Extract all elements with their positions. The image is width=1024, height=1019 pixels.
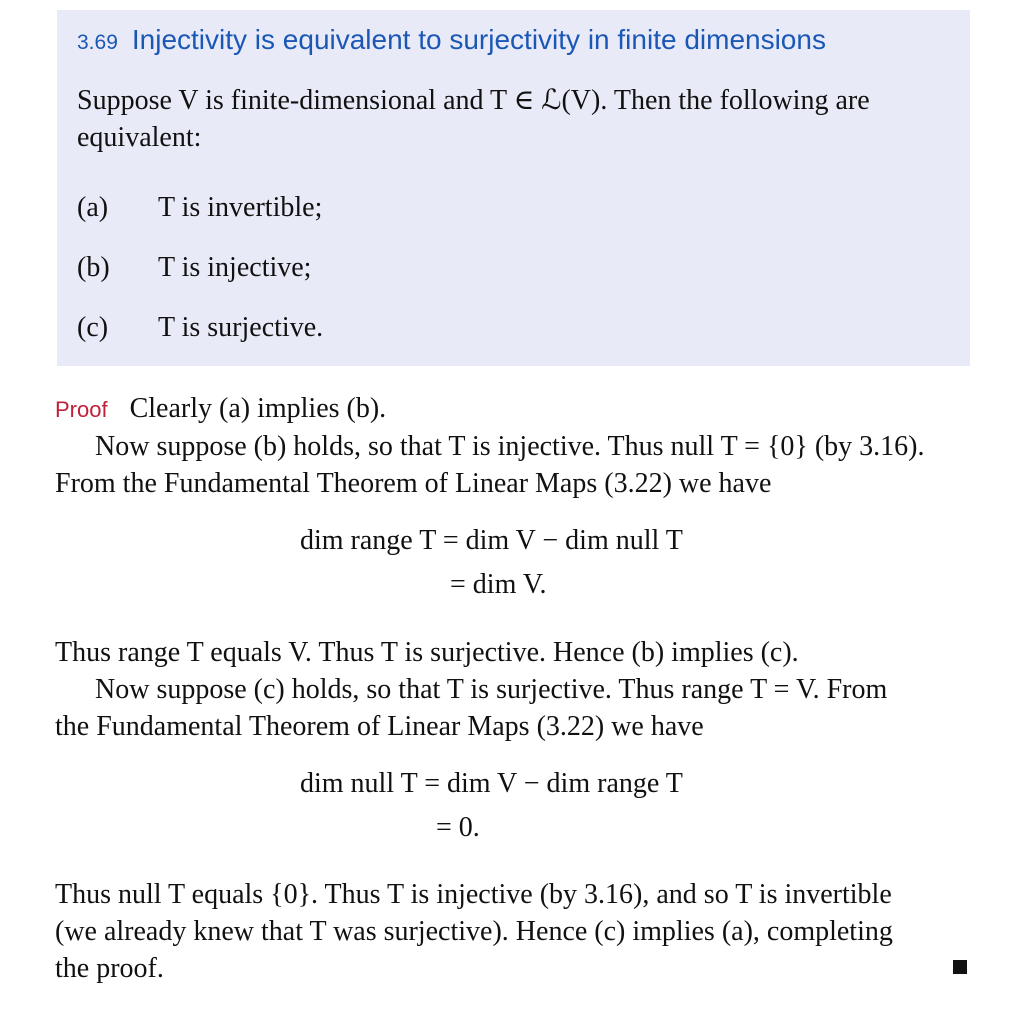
qed-square — [953, 960, 967, 974]
theorem-item-text: T is injective; — [158, 252, 312, 283]
theorem-item-text: T is invertible; — [158, 192, 323, 223]
theorem-statement-line: equivalent: — [77, 122, 202, 153]
proof-line: From the Fundamental Theorem of Linear Maps (3.22) we have — [55, 468, 772, 499]
theorem-statement — [77, 82, 957, 156]
proof-line: the proof. — [55, 953, 164, 984]
proof-line: Thus null T equals {0}. Thus T is injective (by 3.16), and so T is invertible — [55, 879, 892, 910]
theorem-heading — [77, 24, 826, 56]
proof-line — [55, 390, 970, 428]
theorem-item — [77, 192, 322, 224]
theorem-item-text: T is surjective. — [158, 312, 324, 343]
theorem-box — [57, 10, 970, 366]
proof-paragraph-3 — [55, 876, 970, 987]
equation-line: = dim V. — [450, 569, 547, 600]
theorem-number: 3.69 — [77, 31, 118, 54]
equation-line: dim null T = dim V − dim range T — [300, 768, 683, 799]
proof-line: the Fundamental Theorem of Linear Maps (3.22) we have — [55, 711, 704, 742]
proof-line: (we already knew that T was surjective). Hence (c) implies (a), completing — [55, 916, 893, 947]
proof-line: Thus range T equals V. Thus T is surjective. Hence (b) implies (c). — [55, 637, 799, 668]
theorem-title: Injectivity is equivalent to surjectivity in finite dimensions — [131, 24, 826, 55]
theorem-statement-line: Suppose V is finite-dimensional and T ∈ ℒ(V). Then the following are — [77, 85, 870, 116]
theorem-item-label: (b) — [77, 252, 110, 283]
proof-paragraph-1 — [55, 390, 970, 502]
theorem-item-label: (a) — [77, 192, 109, 223]
theorem-item-label: (c) — [77, 312, 109, 343]
proof-label: Proof — [55, 397, 108, 422]
proof-paragraph-2 — [55, 634, 970, 745]
proof-line: Now suppose (c) holds, so that T is surjective. Thus range T = V. From — [95, 674, 888, 705]
theorem-item — [77, 252, 311, 284]
theorem-item — [77, 312, 323, 344]
proof-text: Clearly (a) implies (b). — [129, 393, 387, 424]
equation-line: = 0. — [436, 812, 480, 843]
proof-line: Now suppose (b) holds, so that T is injective. Thus null T = {0} (by 3.16). — [95, 431, 925, 462]
equation-line: dim range T = dim V − dim null T — [300, 525, 683, 556]
